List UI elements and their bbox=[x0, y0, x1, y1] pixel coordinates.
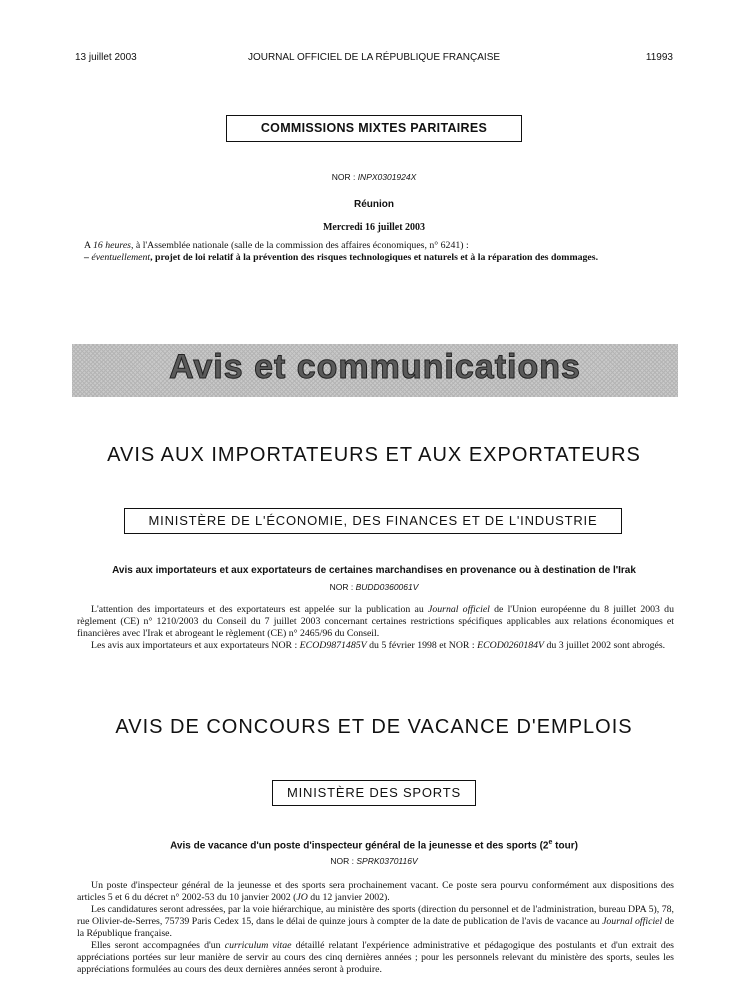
meeting-time: 16 heures bbox=[92, 240, 131, 251]
avis-communications-banner bbox=[72, 344, 678, 397]
avis-irak-nor: NOR : BUDD0360061V bbox=[329, 582, 419, 592]
ministry-sports-box: MINISTÈRE DES SPORTS bbox=[272, 780, 476, 806]
section-title-concours: AVIS DE CONCOURS ET DE VACANCE D'EMPLOIS bbox=[115, 716, 633, 738]
avis-vacance-paragraph-3: Elles seront accompagnées d'un curriculum vitae détaillé relatant l'expérience administrative et pédagogique des postulants et d'un extrait des appréciations portées sur leur manière de servir au cours des cinq dernières années ; pour les personnels relevant du ministère des sports, seules les appréciations formulées au cours des deux dernières années seront à produire. bbox=[77, 940, 674, 975]
avis-irak-paragraph-1: L'attention des importateurs et des exportateurs est appelée sur la publication au Journal officiel de l'Union européenne du 8 juillet 2003 du règlement (CE) n° 1210/2003 du Conseil du 7 juillet 2003 concernant certaines restrictions spécifiques applicables aux relations économiques et financières avec l'Irak et abrogeant le règlement (CE) n° 2465/96 du Conseil. bbox=[77, 604, 674, 639]
meeting-agenda-line: – éventuellement, projet de loi relatif à la prévention des risques technologiques et naturels et à la réparation des dommages. bbox=[84, 252, 599, 263]
ministry-economie-box: MINISTÈRE DE L'ÉCONOMIE, DES FINANCES ET DE L'INDUSTRIE bbox=[124, 508, 622, 534]
meeting-location-line: A 16 heures, à l'Assemblée nationale (salle de la commission des affaires économiques, n° 6241) : bbox=[84, 240, 469, 251]
avis-vacance-paragraph-2: Les candidatures seront adressées, par la voie hiérarchique, au ministère des sports (direction du personnel et de l'administration, bureau DPA 5), 78, rue Olivier-de-Serres, 75739 Paris Cedex 15, dans le délai de quinze jours à compter de la date de publication de l'avis de vacance au Journal officiel de la République française. bbox=[77, 904, 674, 939]
avis-irak-title: Avis aux importateurs et aux exportateurs de certaines marchandises en provenance ou à destination de l'Irak bbox=[112, 565, 636, 576]
meeting-date: Mercredi 16 juillet 2003 bbox=[322, 222, 426, 233]
reunion-heading: Réunion bbox=[354, 199, 394, 210]
header-journal-title: JOURNAL OFFICIEL DE LA RÉPUBLIQUE FRANÇAISE bbox=[247, 52, 501, 63]
banner-text: Avis et communications bbox=[169, 348, 581, 386]
nor-label: NOR : bbox=[331, 172, 356, 182]
avis-vacance-title: Avis de vacance d'un poste d'inspecteur général de la jeunesse et des sports (2e tour) bbox=[170, 839, 578, 852]
avis-vacance-paragraph-1: Un poste d'inspecteur général de la jeunesse et des sports sera prochainement vacant. Ce poste sera pourvu conformément aux dispositions des articles 5 et 6 du décret n° 2002-53 du 10 janvier 2002 (JO du 12 janvier 2002). bbox=[77, 880, 674, 903]
section-title-importateurs: AVIS AUX IMPORTATEURS ET AUX EXPORTATEURS bbox=[107, 444, 641, 466]
nor-code: INPX0301924X bbox=[357, 172, 417, 182]
commissions-nor bbox=[0, 172, 748, 182]
avis-irak-paragraph-2: Les avis aux importateurs et aux exportateurs NOR : ECOD9871485V du 5 février 1998 et NOR : ECOD0260184V du 3 juillet 2002 sont abrogés. bbox=[91, 640, 666, 651]
commissions-box-title: COMMISSIONS MIXTES PARITAIRES bbox=[226, 115, 522, 142]
header-page-number: 11993 bbox=[645, 52, 673, 63]
avis-vacance-nor: NOR : SPRK0370116V bbox=[330, 856, 418, 866]
header-date: 13 juillet 2003 bbox=[75, 52, 137, 63]
